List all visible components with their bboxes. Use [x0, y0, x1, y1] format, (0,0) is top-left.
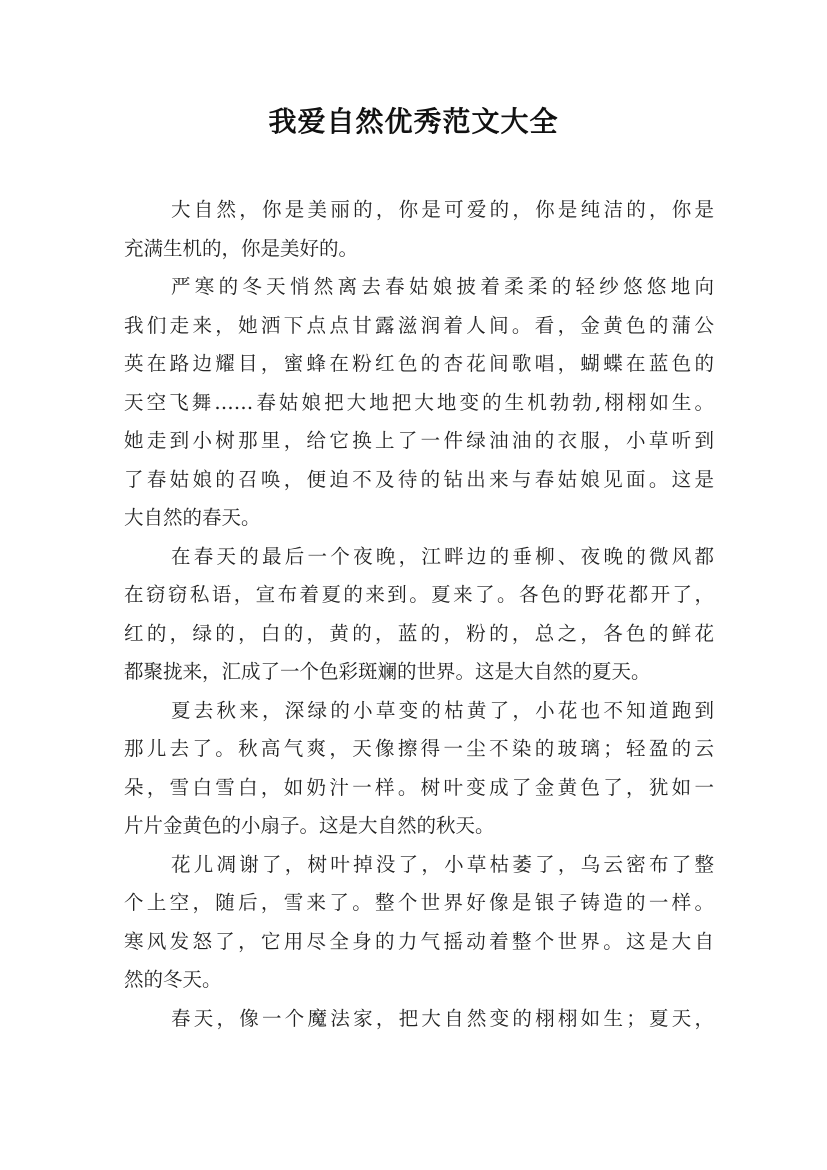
paragraph-line: 充满生机的，你是美好的。 [124, 236, 359, 260]
paragraph-line: 在窃窃私语，宣布着夏的来到。夏来了。各色的野花都开了， [124, 583, 714, 606]
paragraph-line: 朵，雪白雪白，如奶汁一样。树叶变成了金黄色了，犹如一 [124, 775, 714, 799]
paragraph-line: 我们走来，她洒下点点甘露滋润着人间。看，金黄色的蒲公 [124, 313, 714, 337]
paragraph-line: 都聚拢来，汇成了一个色彩斑斓的世界。这是大自然的夏天。 [124, 660, 651, 683]
paragraph-line: 片片金黄色的小扇子。这是大自然的秋天。 [124, 814, 495, 837]
paragraph-line: 个上空，随后，雪来了。整个世界好像是银子铸造的一样。 [124, 891, 714, 914]
document-body [124, 191, 714, 1038]
paragraph-line: 夏去秋来，深绿的小草变的枯黄了，小花也不知道跑到 [171, 698, 714, 722]
paragraph-line: 花儿凋谢了，树叶掉没了，小草枯萎了，乌云密布了整 [171, 852, 714, 876]
paragraph-line: 那儿去了。秋高气爽，天像擦得一尘不染的玻璃；轻盈的云 [124, 737, 714, 760]
paragraph-line: 红的，绿的，白的，黄的，蓝的，粉的，总之，各色的鲜花 [124, 621, 714, 645]
paragraph-line: 寒风发怒了，它用尽全身的力气摇动着整个世界。这是大自 [124, 929, 714, 953]
paragraph-line: 她走到小树那里，给它换上了一件绿油油的衣服，小草听到 [124, 429, 714, 452]
paragraph-line: 大自然，你是美丽的，你是可爱的，你是纯洁的，你是 [171, 198, 714, 221]
paragraph-line: 在春天的最后一个夜晚，江畔边的垂柳、夜晚的微风都 [171, 544, 714, 568]
paragraph-line: 春天，像一个魔法家，把大自然变的栩栩如生；夏天， [171, 1006, 714, 1030]
paragraph-line: 严寒的冬天悄然离去春姑娘披着柔柔的轻纱悠悠地向 [171, 275, 714, 298]
paragraph-line: 英在路边耀目，蜜蜂在粉红色的杏花间歌唱，蝴蝶在蓝色的 [124, 352, 714, 375]
paragraph-line: 大自然的春天。 [124, 506, 261, 529]
paragraph-line: 然的冬天。 [124, 968, 222, 991]
document-title: 我爱自然优秀范文大全 [268, 105, 559, 138]
paragraph-line: 天空飞舞……春姑娘把大地把大地变的生机勃勃,栩栩如生。 [124, 390, 714, 414]
paragraph-line: 了春姑娘的召唤，便迫不及待的钻出来与春姑娘见面。这是 [124, 467, 714, 491]
